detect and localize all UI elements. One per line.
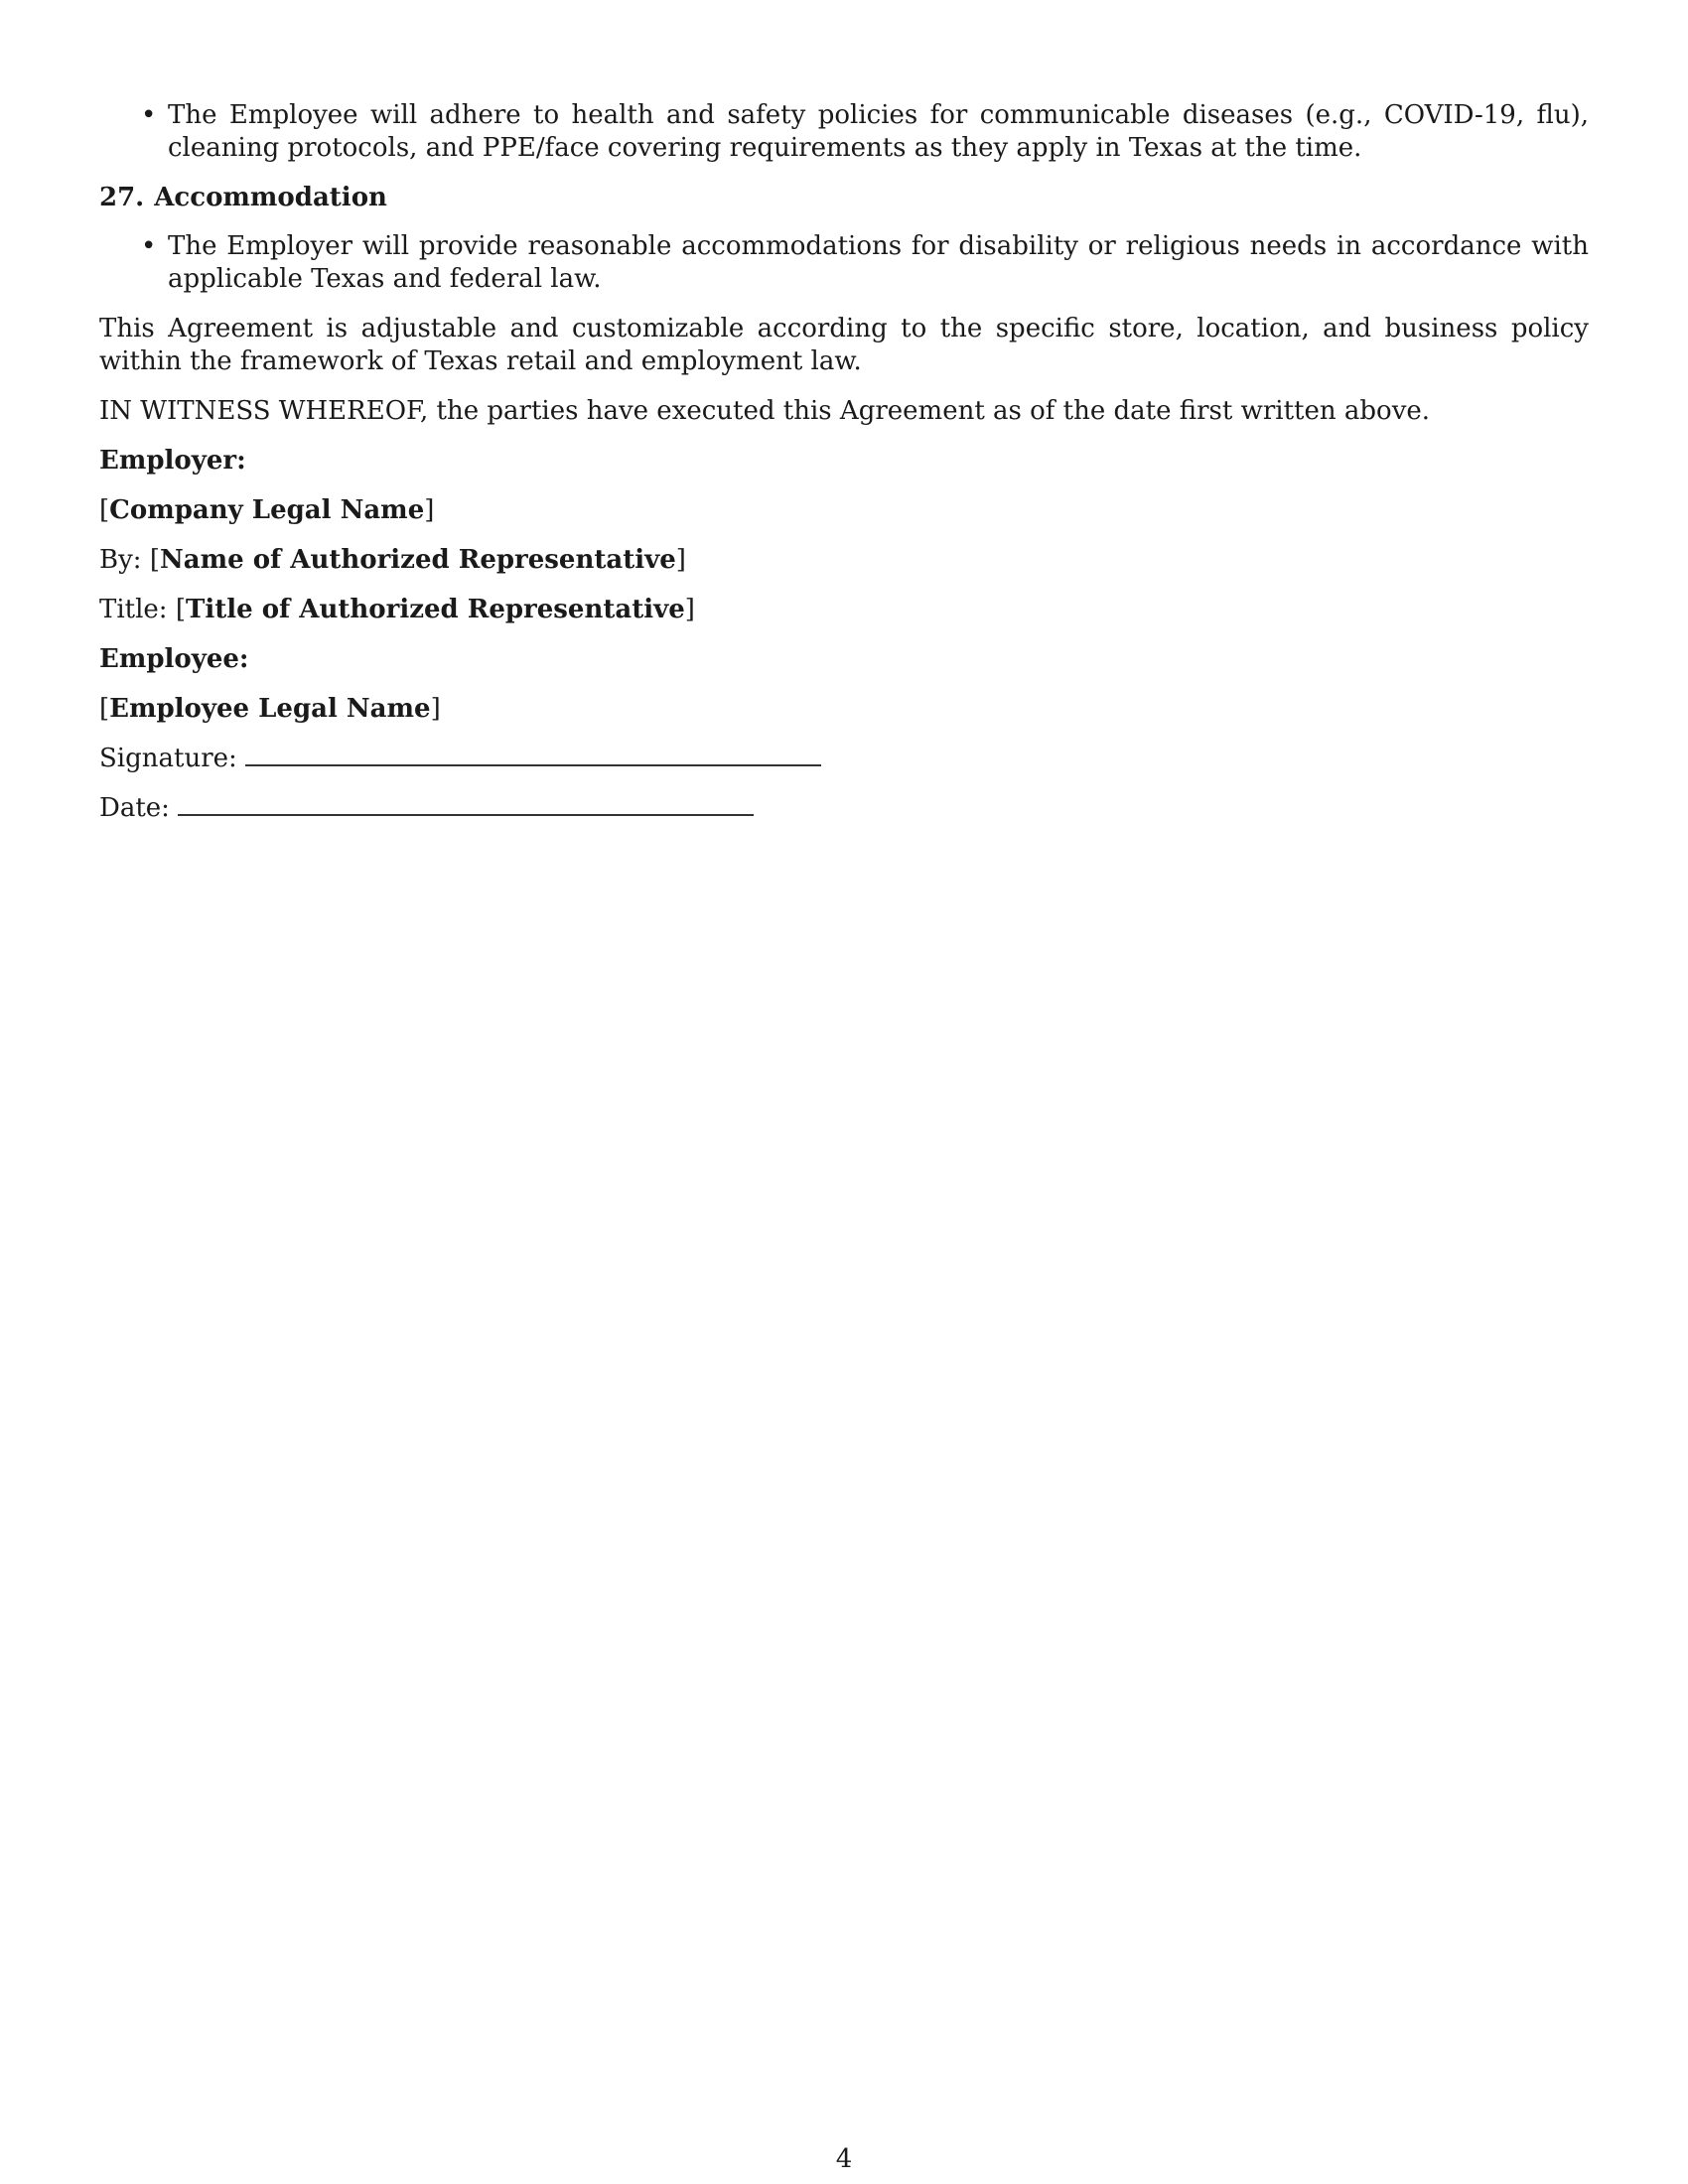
section-27-bullets bbox=[99, 230, 1589, 296]
list-item bbox=[99, 230, 1589, 296]
bullet-icon: • bbox=[141, 231, 157, 261]
employee-name: Employee Legal Name bbox=[109, 694, 431, 724]
date-line bbox=[99, 792, 1589, 825]
customization-paragraph: This Agreement is adjustable and customizable according to the specific store, location, and business policy within the framework of Texas retail and employment law. bbox=[99, 314, 1589, 376]
representative-name: Name of Authorized Representative bbox=[159, 545, 676, 575]
company-name: Company Legal Name bbox=[109, 495, 425, 525]
section-heading-accommodation bbox=[99, 182, 1589, 214]
document-page bbox=[99, 99, 1589, 825]
witness-paragraph: IN WITNESS WHEREOF, the parties have executed this Agreement as of the date first written above. bbox=[99, 396, 1431, 426]
signature-label: Signature: bbox=[99, 744, 237, 773]
bullet-text: The Employee will adhere to health and safety policies for communicable diseases (e.g., COVID-19, flu), cleaning protocols, and PPE/face covering requirements as they apply in Texas at the time. bbox=[168, 100, 1589, 163]
company-name-line: [Company Legal Name] bbox=[99, 495, 435, 525]
title-label: Title: bbox=[99, 595, 168, 624]
section-title: Accommodation bbox=[154, 183, 387, 212]
by-line: By: [Name of Authorized Representative] bbox=[99, 545, 686, 575]
list-item bbox=[99, 99, 1589, 165]
section-number: 27. bbox=[99, 183, 145, 212]
by-label: By: bbox=[99, 545, 142, 575]
date-label: Date: bbox=[99, 793, 170, 823]
title-line: Title: [Title of Authorized Representative] bbox=[99, 595, 695, 624]
date-blank bbox=[178, 794, 754, 816]
signature-line bbox=[99, 743, 1589, 775]
signature-blank bbox=[245, 745, 821, 766]
employee-label: Employee: bbox=[99, 644, 249, 674]
bullet-icon: • bbox=[141, 100, 157, 130]
representative-title: Title of Authorized Representative bbox=[186, 595, 685, 624]
page-number: 4 bbox=[835, 2144, 853, 2174]
employee-name-line: [Employee Legal Name] bbox=[99, 694, 441, 724]
section-26-bullets bbox=[99, 99, 1589, 165]
bullet-text: The Employer will provide reasonable accommodations for disability or religious needs in accordance with applicable Texas and federal law. bbox=[168, 231, 1589, 294]
employer-label: Employer: bbox=[99, 446, 246, 476]
